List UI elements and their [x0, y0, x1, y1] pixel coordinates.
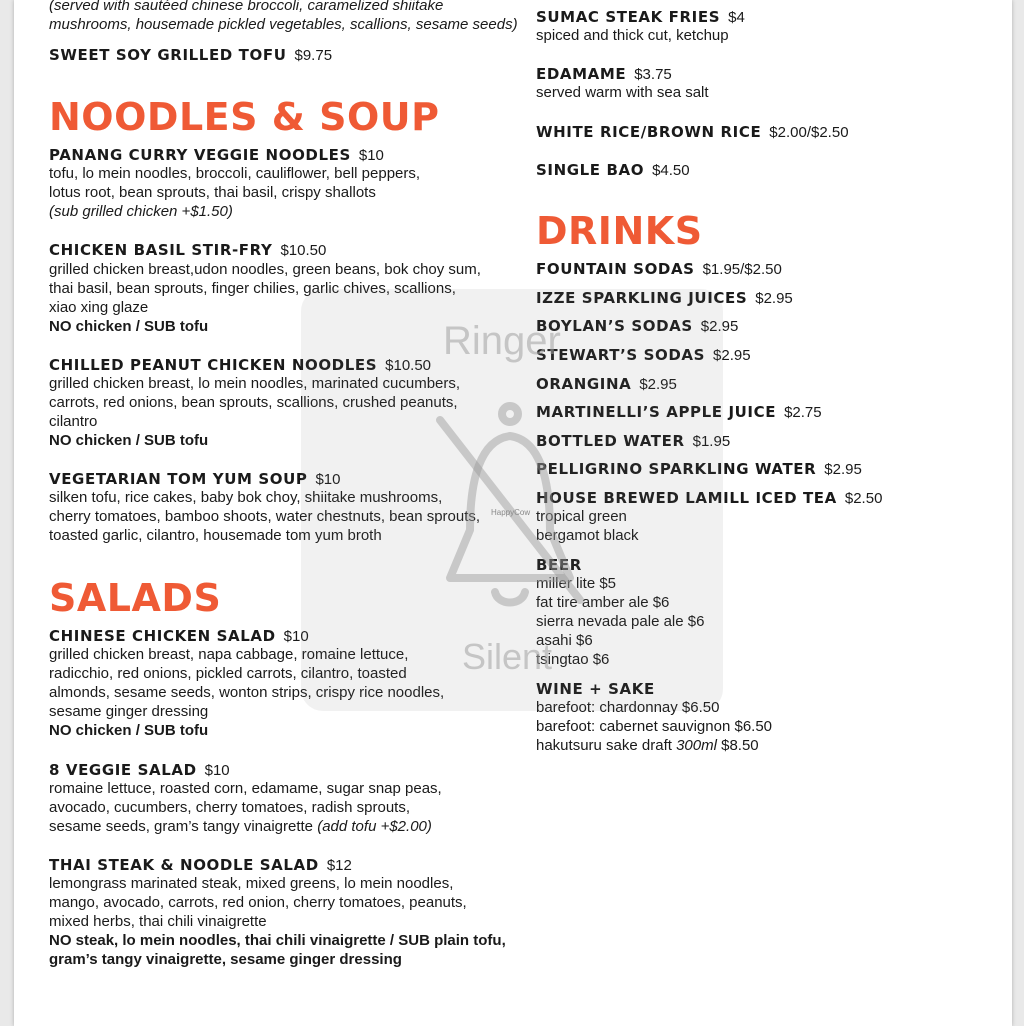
menu-item-sumac-fries: SUMAC STEAK FRIES $4: [536, 8, 745, 26]
cropped-description: (served with sautéed chinese broccoli, caramelized shiitake mushrooms, housemade pickled vegetables, scallions, sesame seeds): [49, 0, 518, 33]
veggie-salad-description: romaine lettuce, roasted corn, edamame, sugar snap peas, avocado, cucumbers, cherry tomatoes, radish sprouts, sesame seeds, gram’s tangy vinaigrette (add tofu +$2.00): [49, 780, 442, 835]
beer-list: miller lite $5 fat tire amber ale $6 sierra nevada pale ale $6 asahi $6 tsingtao $6: [536, 575, 705, 668]
wine-list: barefoot: chardonnay $6.50 barefoot: cabernet sauvignon $6.50 hakutsuru sake draft 300ml $8.50: [536, 699, 773, 754]
drink-item: PELLIGRINO SPARKLING WATER $2.95: [536, 460, 862, 478]
tea-options: tropical green bergamot black: [536, 508, 639, 544]
chinese-salad-description: grilled chicken breast, napa cabbage, romaine lettuce, radicchio, red onions, pickled carrots, cilantro, toasted almonds, sesame seeds, wonton strips, crispy rice noodles, sesame ginger dressing NO chicken / SUB tofu: [49, 646, 445, 739]
menu-item-edamame: EDAMAME $3.75: [536, 65, 672, 83]
menu-item-thai-steak-salad: THAI STEAK & NOODLE SALAD $12: [49, 856, 352, 874]
section-title-drinks: DRINKS: [536, 209, 703, 253]
thai-salad-description: lemongrass marinated steak, mixed greens, lo mein noodles, mango, avocado, carrots, red onion, cherry tomatoes, peanuts, mixed herbs, thai chili vinaigrette NO steak, lo mein noodles, thai chili vinaigrette / SUB plain tofu, gram’s tangy vinaigrette, sesame ginger dressing: [49, 875, 506, 968]
beer-heading: BEER: [536, 556, 582, 574]
menu-item-panang: PANANG CURRY VEGGIE NOODLES $10: [49, 146, 384, 164]
section-title-noodles-soup: NOODLES & SOUP: [49, 95, 440, 139]
happycow-badge: HappyCow: [491, 508, 531, 517]
drink-item: BOTTLED WATER $1.95: [536, 432, 731, 450]
drink-item: IZZE SPARKLING JUICES $2.95: [536, 289, 793, 307]
watermark-silent-text: Silent: [462, 636, 553, 677]
drink-item: MARTINELLI’S APPLE JUICE $2.75: [536, 403, 822, 421]
drink-item: ORANGINA $2.95: [536, 375, 677, 393]
menu-item-rice: WHITE RICE/BROWN RICE $2.00/$2.50: [536, 123, 849, 141]
wine-sake-heading: WINE + SAKE: [536, 680, 655, 698]
watermark-ringer-text: Ringer: [443, 319, 561, 363]
section-title-salads: SALADS: [49, 576, 222, 620]
drink-item: FOUNTAIN SODAS $1.95/$2.50: [536, 260, 782, 278]
menu-item-tom-yum: VEGETARIAN TOM YUM SOUP $10: [49, 470, 341, 488]
edamame-description: served warm with sea salt: [536, 84, 709, 101]
sumac-description: spiced and thick cut, ketchup: [536, 27, 729, 44]
tom-yum-description: silken tofu, rice cakes, baby bok choy, shiitake mushrooms, cherry tomatoes, bamboo shoots, water chestnuts, bean sprouts, toasted garlic, cilantro, housemade tom yum broth: [49, 489, 481, 544]
menu-item-chicken-basil: CHICKEN BASIL STIR-FRY $10.50: [49, 241, 327, 259]
peanut-description: grilled chicken breast, lo mein noodles, marinated cucumbers, carrots, red onions, bean sprouts, scallions, crushed peanuts, cilantro NO chicken / SUB tofu: [49, 375, 461, 449]
menu-item-8-veggie-salad: 8 VEGGIE SALAD $10: [49, 761, 230, 779]
drink-item: BOYLAN’S SODAS $2.95: [536, 317, 739, 335]
drink-item: HOUSE BREWED LAMILL ICED TEA $2.50: [536, 489, 883, 507]
menu-item-single-bao: SINGLE BAO $4.50: [536, 161, 690, 179]
menu-item-sweet-soy-tofu: SWEET SOY GRILLED TOFU $9.75: [49, 46, 333, 64]
drink-item: STEWART’S SODAS $2.95: [536, 346, 751, 364]
menu-item-chinese-chicken-salad: CHINESE CHICKEN SALAD $10: [49, 627, 309, 645]
basil-description: grilled chicken breast,udon noodles, green beans, bok choy sum, thai basil, bean sprouts, finger chilies, garlic chives, scallions, xiao xing glaze NO chicken / SUB tofu: [49, 261, 481, 335]
menu-item-peanut-noodles: CHILLED PEANUT CHICKEN NOODLES $10.50: [49, 356, 432, 374]
panang-description: tofu, lo mein noodles, broccoli, cauliflower, bell peppers, lotus root, bean sprouts, thai basil, crispy shallots (sub grilled chicken +$1.50): [49, 165, 421, 220]
